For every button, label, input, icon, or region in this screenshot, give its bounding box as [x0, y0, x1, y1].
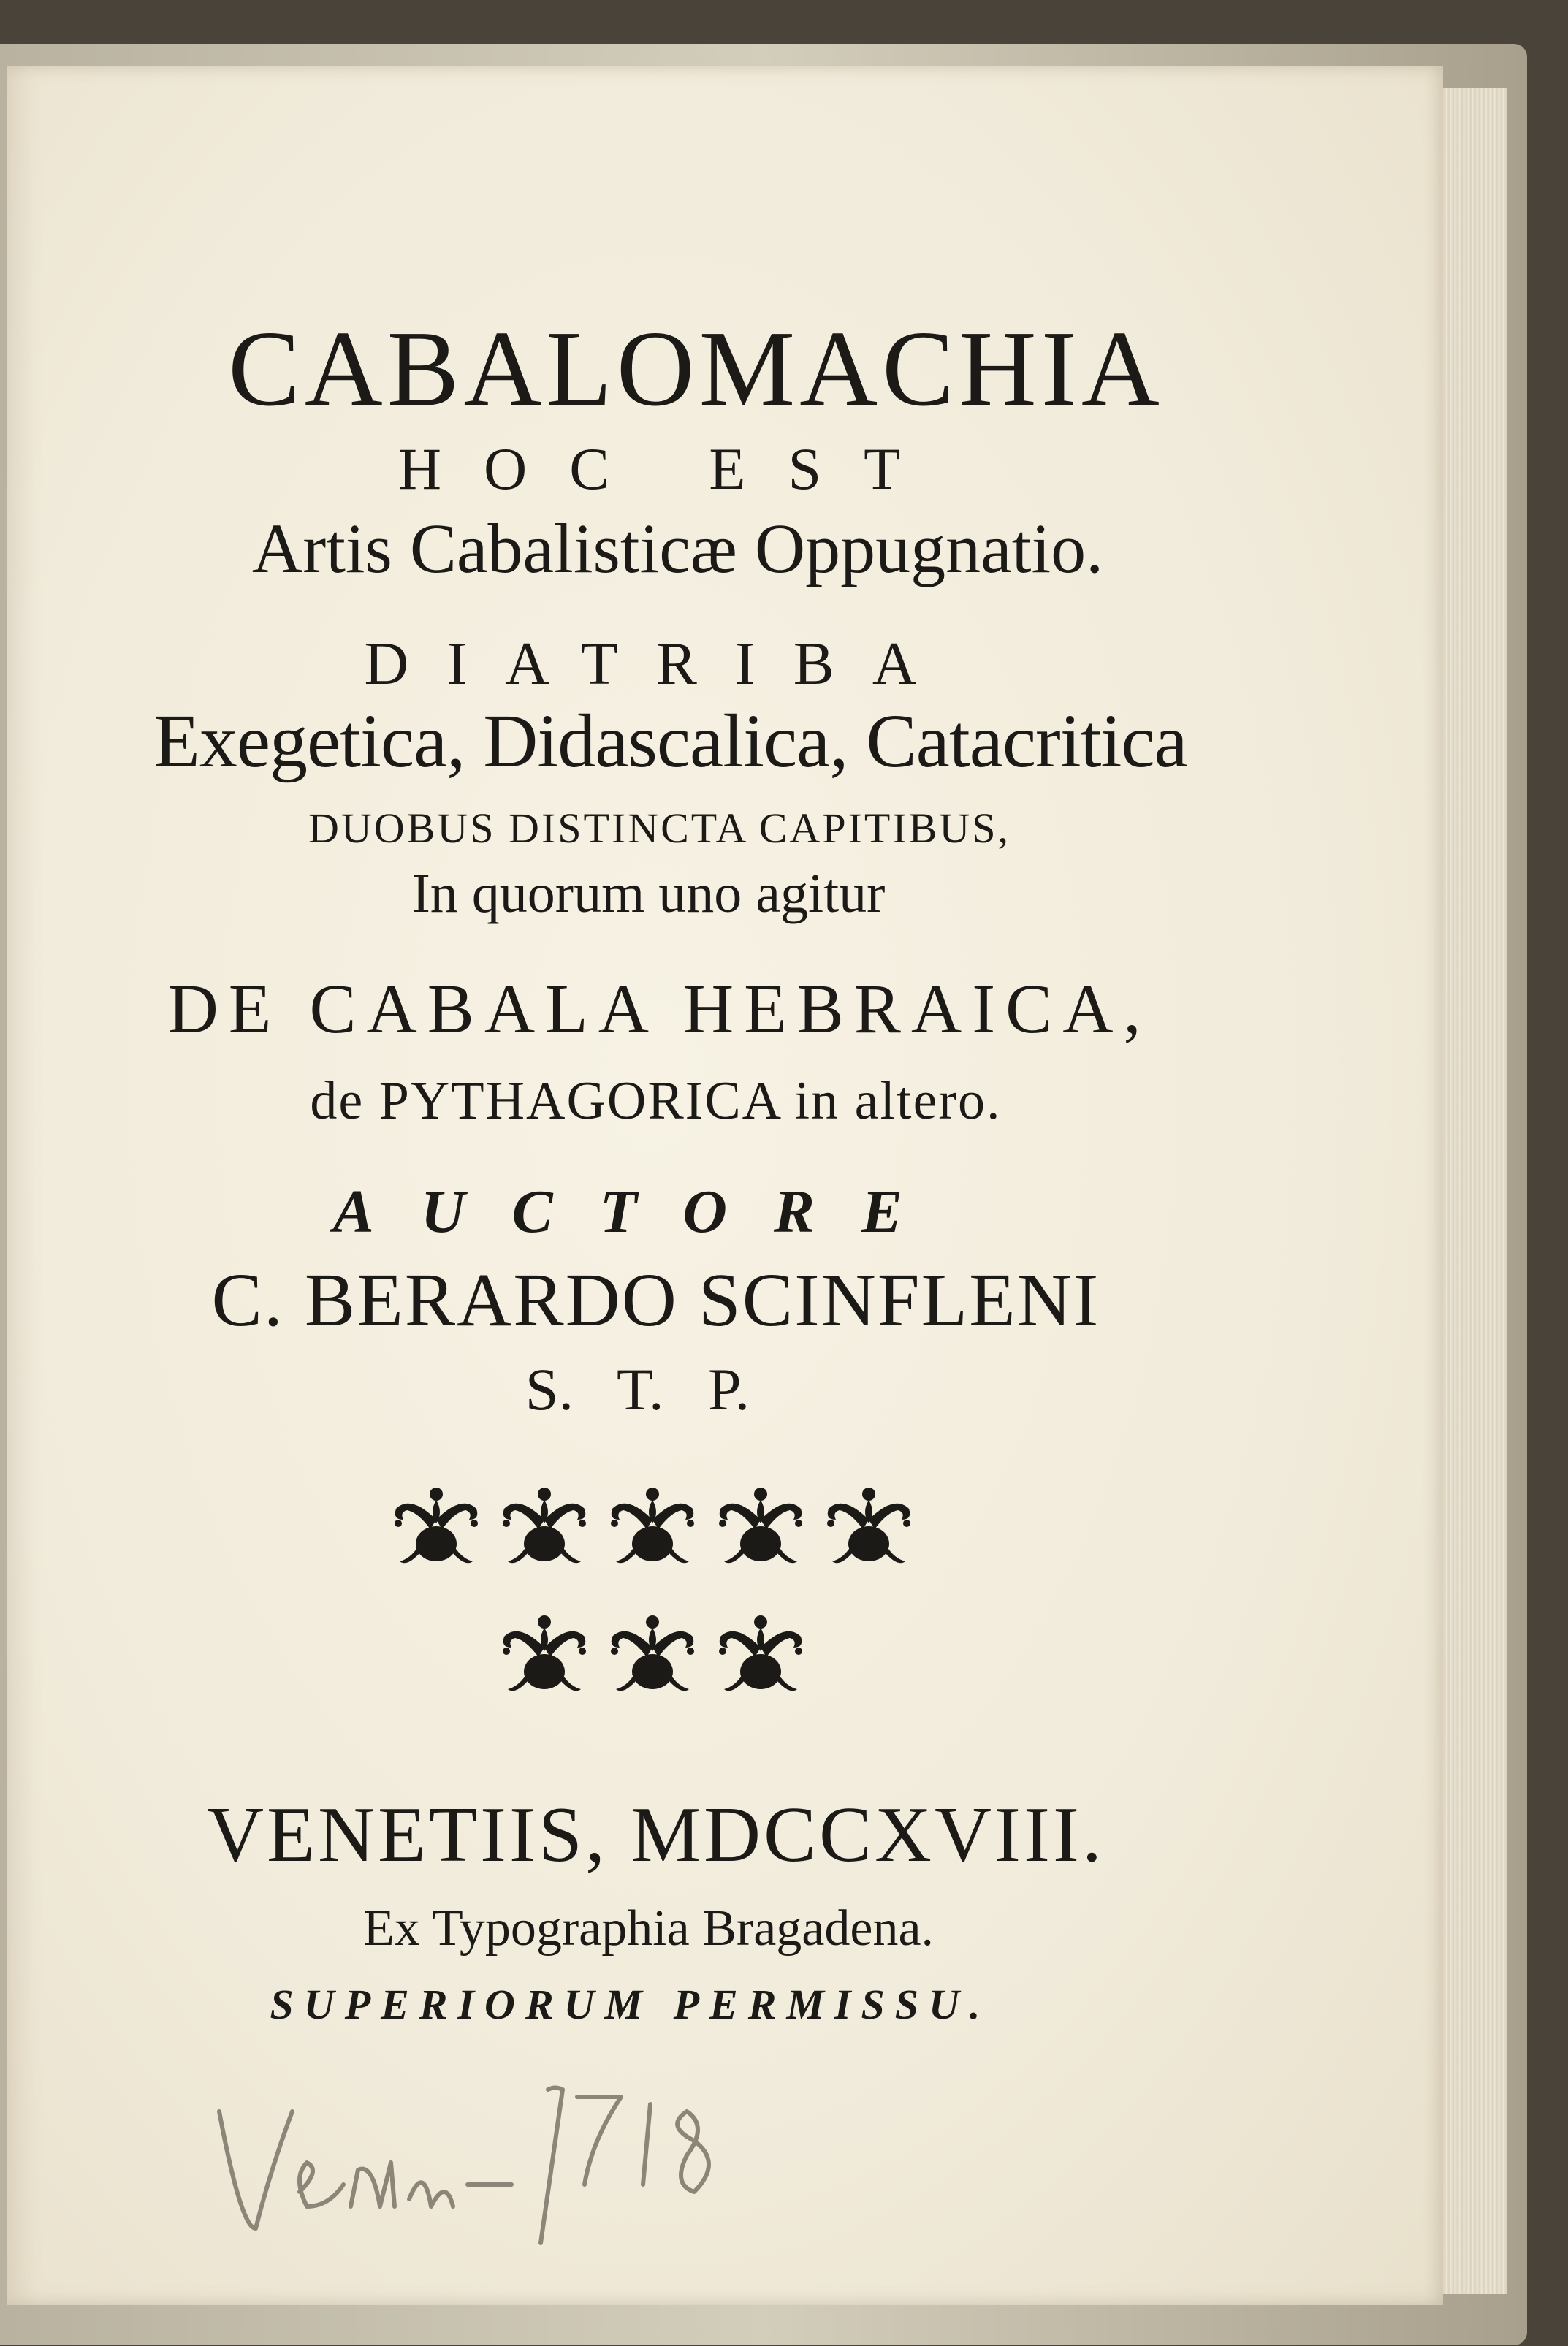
page-edges [1432, 88, 1507, 2294]
fleuron-icon [493, 1607, 595, 1702]
fleuron-icon [709, 1607, 812, 1702]
ornament-row-1 [0, 1479, 1443, 1578]
author-name: C. BERARDO SCINFLENI [211, 1258, 1100, 1342]
auctore-line: AUCTORE [332, 1178, 950, 1246]
imprint-press: Ex Typographia Bragadena. [362, 1900, 935, 1957]
ornament-row-2 [0, 1607, 1443, 1706]
subtitle-line: Artis Cabalisticæ Oppugnatio. [251, 509, 1104, 587]
book-title: CABALOMACHIA [228, 309, 1164, 429]
fleuron-icon [493, 1479, 595, 1574]
handwritten-note [212, 2082, 753, 2258]
fleuron-icon [385, 1479, 487, 1574]
diatriba-line: DIATRIBA [364, 630, 955, 698]
duobus-line: DUOBUS DISTINCTA CAPITIBUS, [308, 804, 1011, 852]
imprint-place: VENETIIS, MDCCXVIII. [207, 1791, 1105, 1878]
de-cabala-line: DE CABALA HEBRAICA, [167, 970, 1152, 1048]
de-pythagorica-line: de PYTHAGORICA in altero. [310, 1071, 1002, 1131]
fleuron-icon [601, 1607, 704, 1702]
hoc-est-line: HOC EST [397, 435, 943, 502]
fleuron-icon [601, 1479, 704, 1574]
fleuron-icon [818, 1479, 920, 1574]
author-title: S. T. P. [525, 1356, 750, 1423]
exegetica-line: Exegetica, Didascalica, Catacritica [153, 699, 1187, 783]
title-page [7, 66, 1443, 2305]
fleuron-icon [709, 1479, 812, 1574]
permission-line: SUPERIORUM PERMISSU. [270, 1981, 991, 2028]
in-quorum-line: In quorum uno agitur [411, 863, 886, 924]
